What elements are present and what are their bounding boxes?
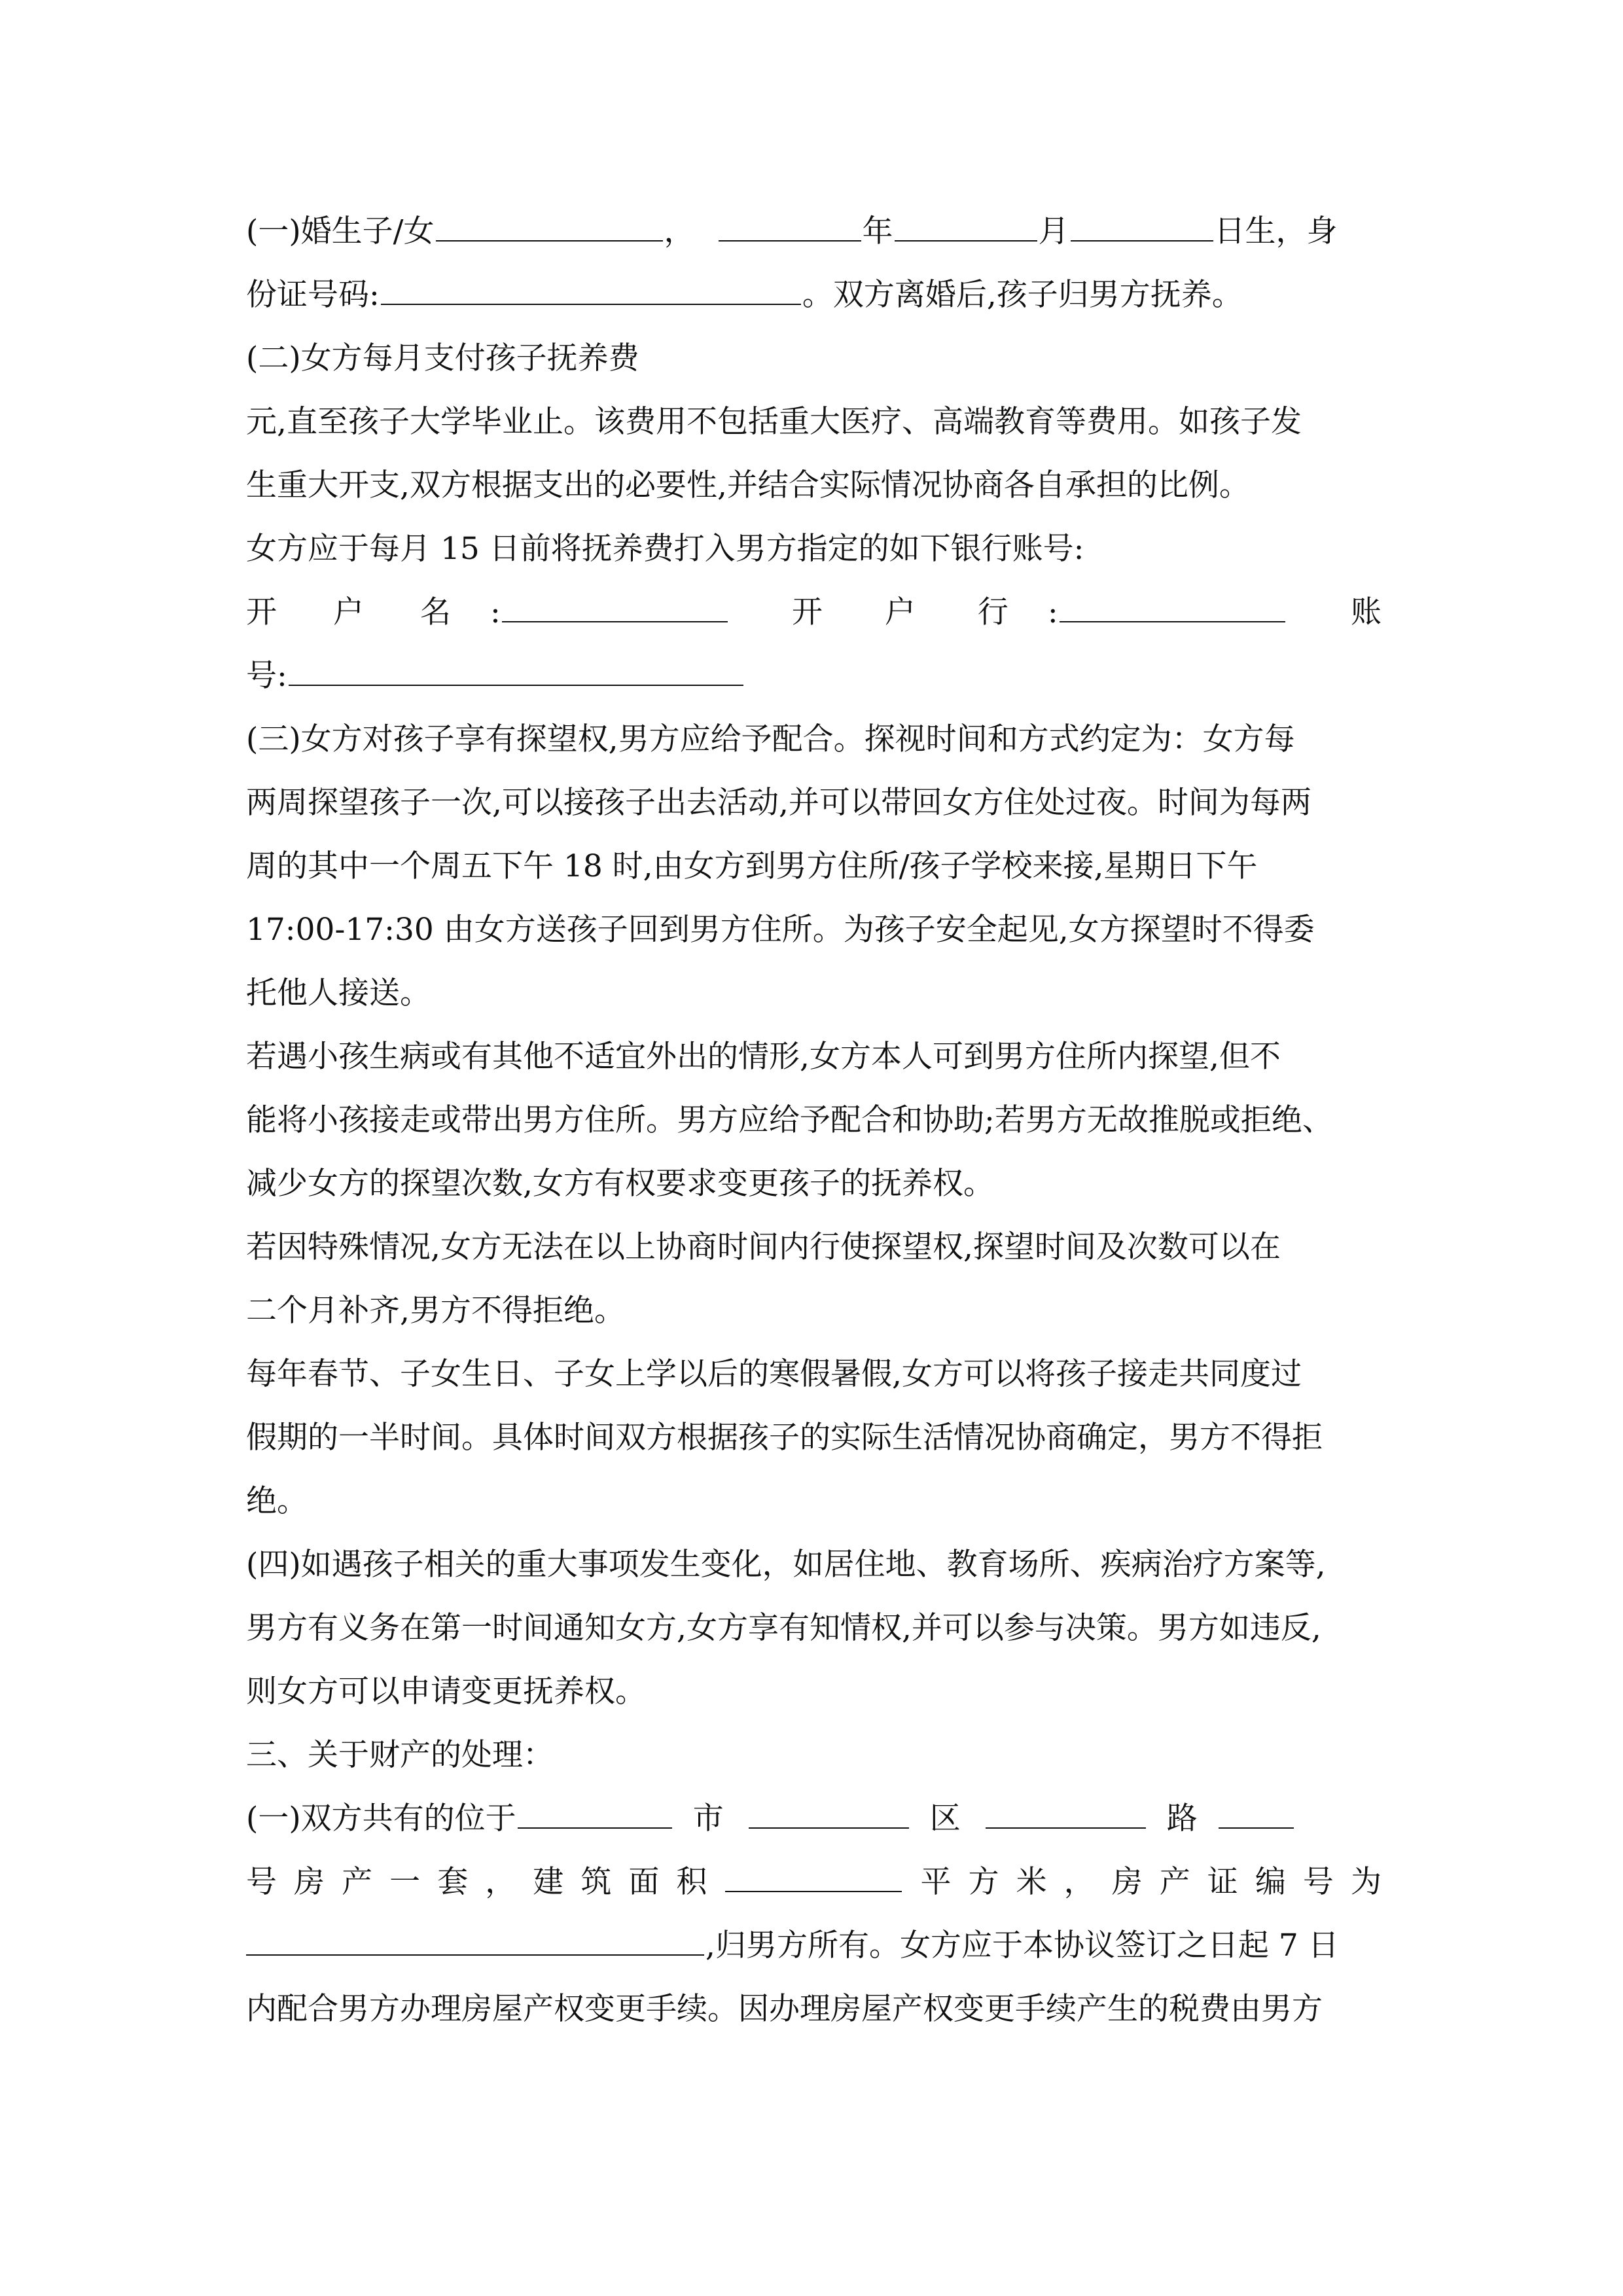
paragraph-line: 女方应于每月 15 日前将抚养费打入男方指定的如下银行账号: — [246, 531, 1084, 567]
account-number-line — [246, 645, 1382, 708]
id-label: 份证号码: — [246, 277, 380, 313]
char: 米 — [1016, 1864, 1047, 1900]
char: 平 — [920, 1864, 952, 1900]
char: 号 — [1302, 1864, 1334, 1900]
char: 账 — [1351, 594, 1382, 630]
char: 产 — [1159, 1864, 1190, 1900]
char: 开 — [791, 594, 823, 630]
char: 一 — [389, 1864, 421, 1900]
paragraph-line: (三)女方对孩子享有探望权,男方应给予配合。探视时间和方式约定为：女方每 — [246, 721, 1295, 757]
id-number-blank[interactable] — [381, 279, 801, 305]
char: 行 — [977, 594, 1008, 630]
paragraph-line: 每年春节、子女生日、子女上学以后的寒假暑假,女方可以将孩子接走共同度过 — [246, 1356, 1302, 1392]
char: ， — [1063, 1864, 1095, 1900]
support-heading: (二)女方每月支付孩子抚养费 — [246, 340, 639, 376]
char: 户 — [884, 594, 916, 630]
property-area-line — [246, 1851, 1382, 1914]
account-name-blank[interactable] — [502, 596, 728, 622]
area-blank[interactable] — [725, 1866, 902, 1892]
char: 房 — [294, 1864, 325, 1900]
id-number-line — [246, 264, 1382, 327]
char: 套 — [437, 1864, 469, 1900]
char: 开 — [246, 594, 277, 630]
paragraph-line: 绝。 — [246, 1483, 308, 1519]
char: 为 — [1350, 1864, 1382, 1900]
cert-number-blank[interactable] — [246, 1929, 704, 1956]
paragraph-line: 内配合男方办理房屋产权变更手续。因办理房屋产权变更手续产生的税费由男方 — [246, 1991, 1323, 2027]
bank-info-line — [246, 581, 1382, 644]
road-blank[interactable] — [986, 1803, 1146, 1829]
char: 筑 — [580, 1864, 612, 1900]
paragraph-line: 能将小孩接走或带出男方住所。男方应给予配合和协助;若男方无故推脱或拒绝、 — [246, 1102, 1333, 1138]
paragraph-line: 若因特殊情况,女方无法在以上协商时间内行使探望权,探望时间及次数可以在 — [246, 1229, 1281, 1265]
char: 户 — [333, 594, 364, 630]
child-name-blank[interactable] — [436, 215, 663, 242]
paragraph-line: 周的其中一个周五下午 18 时,由女方到男方住所/孩子学校来接,星期日下午 — [246, 848, 1258, 884]
custody-text: 。双方离婚后,孩子归男方抚养。 — [802, 277, 1243, 313]
paragraph-line: 两周探望孩子一次,可以接孩子出去活动,并可以带回女方住处过夜。时间为每两 — [246, 785, 1311, 821]
char: 房 — [1111, 1864, 1143, 1900]
birth-month-blank[interactable] — [895, 215, 1037, 242]
birth-day-blank[interactable] — [1071, 215, 1213, 242]
char: 方 — [968, 1864, 999, 1900]
colon: : — [1047, 594, 1058, 630]
child-label: (一)婚生子/女 — [246, 213, 435, 249]
char: 号 — [246, 1864, 277, 1900]
char: 产 — [342, 1864, 373, 1900]
number-blank[interactable] — [1219, 1803, 1294, 1829]
child-birth-line — [246, 200, 1382, 263]
property-cert-line — [246, 1914, 1382, 1977]
paragraph-line: 减少女方的探望次数,女方有权要求变更孩子的抚养权。 — [246, 1166, 994, 1202]
char: 面 — [628, 1864, 660, 1900]
paragraph-line: 二个月补齐,男方不得拒绝。 — [246, 1293, 625, 1329]
paragraph-line: 假期的一半时间。具体时间双方根据孩子的实际生活情况协商确定，男方不得拒 — [246, 1420, 1323, 1456]
paragraph-line: 17:00-17:30 由女方送孩子回到男方住所。为孩子安全起见,女方探望时不得委 — [246, 912, 1315, 948]
account-label: 号: — [246, 658, 287, 694]
city-label: 市 — [692, 1801, 724, 1837]
district-blank[interactable] — [749, 1803, 909, 1829]
section-heading: 三、关于财产的处理： — [246, 1737, 554, 1773]
account-number-blank[interactable] — [289, 660, 743, 686]
city-blank[interactable] — [518, 1803, 672, 1829]
char: 名 — [420, 594, 451, 630]
property-prefix: (一)双方共有的位于 — [246, 1801, 516, 1837]
comma: ， — [664, 213, 695, 249]
paragraph-line: 托他人接送。 — [246, 975, 431, 1011]
bank-name-blank[interactable] — [1060, 596, 1285, 622]
ownership-text: ,归男方所有。女方应于本协议签订之日起 7 日 — [705, 1928, 1339, 1964]
char: 积 — [676, 1864, 707, 1900]
paragraph-line: 若遇小孩生病或有其他不适宜外出的情形,女方本人可到男方住所内探望,但不 — [246, 1039, 1281, 1075]
paragraph-line: 则女方可以申请变更抚养权。 — [246, 1674, 646, 1710]
birth-year-blank[interactable] — [719, 215, 861, 242]
char: 建 — [533, 1864, 564, 1900]
char: 编 — [1255, 1864, 1286, 1900]
paragraph-line: 元,直至孩子大学毕业止。该费用不包括重大医疗、高端教育等费用。如孩子发 — [246, 404, 1302, 440]
char: ， — [485, 1864, 516, 1900]
paragraph-line: 男方有义务在第一时间通知女方,女方享有知情权,并可以参与决策。男方如违反, — [246, 1610, 1321, 1646]
char: 证 — [1207, 1864, 1238, 1900]
paragraph-line: 生重大开支,双方根据支出的必要性,并结合实际情况协商各自承担的比例。 — [246, 467, 1250, 503]
month-label: 月 — [1038, 213, 1069, 249]
year-label: 年 — [862, 213, 893, 249]
district-label: 区 — [929, 1801, 961, 1837]
property-address-line — [246, 1787, 1382, 1850]
day-label: 日生，身 — [1214, 213, 1338, 249]
road-label: 路 — [1166, 1801, 1198, 1837]
colon: : — [490, 594, 501, 630]
paragraph-line: (四)如遇孩子相关的重大事项发生变化，如居住地、教育场所、疾病治疗方案等, — [246, 1547, 1326, 1583]
